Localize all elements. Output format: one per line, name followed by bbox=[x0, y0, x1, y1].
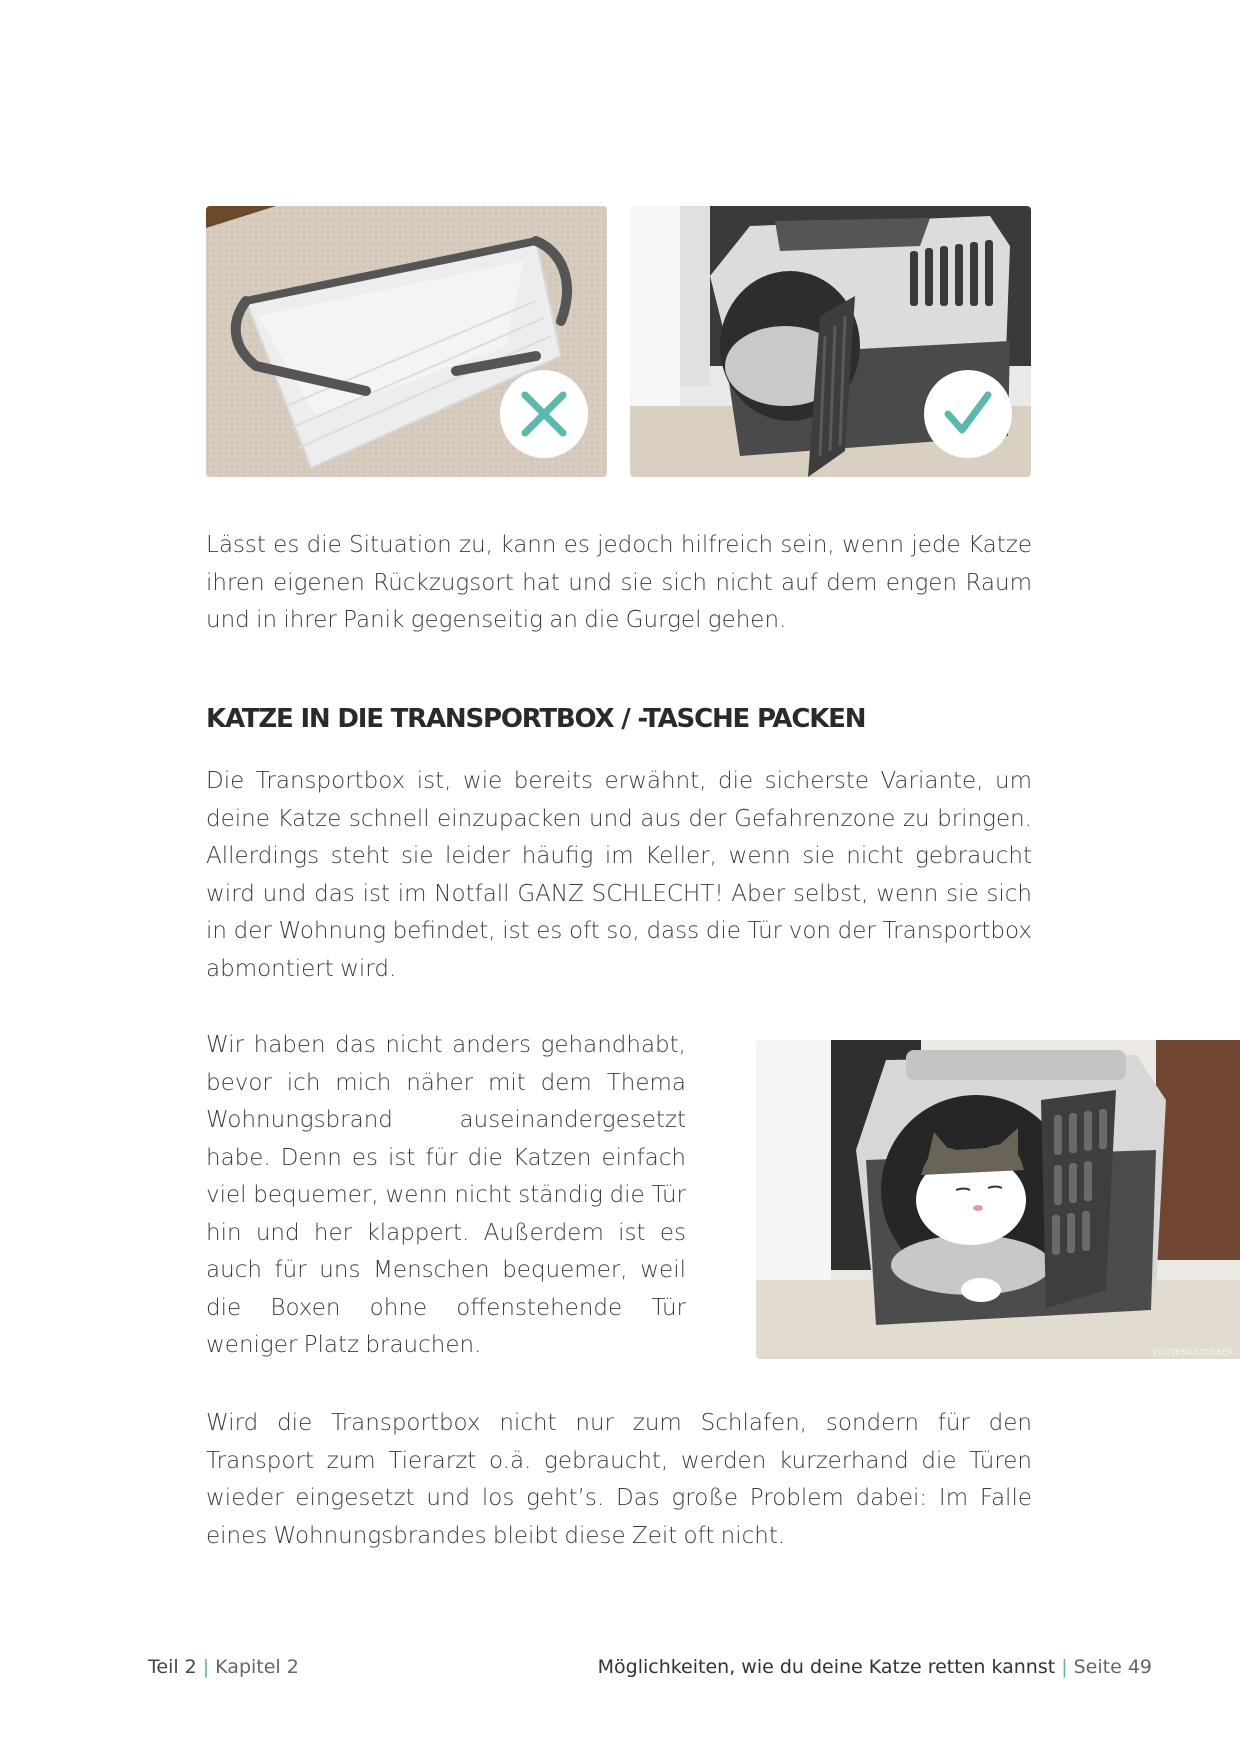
paragraph-situation: Lässt es die Situation zu, kann es jedoch hilfreich sein, wenn jede Katze ihren eigenen Rückzugsort hat und sie sich nicht auf dem engen Raum und in ihrer Panik gegenseitig an die Gurgel gehen. bbox=[206, 532, 1032, 633]
carrier-photo bbox=[630, 206, 1031, 477]
photo-watermark: PFOTENRATGEBER bbox=[1153, 1348, 1234, 1357]
checkmark-icon bbox=[630, 206, 1031, 477]
footer-separator: | bbox=[1061, 1656, 1068, 1678]
footer-left bbox=[148, 1656, 299, 1678]
footer-title: Möglichkeiten, wie du deine Katze retten kannst bbox=[597, 1656, 1056, 1678]
cross-icon bbox=[206, 206, 607, 477]
footer-part: Teil 2 bbox=[148, 1656, 197, 1678]
paragraph-habit: Wir haben das nicht anders gehandhabt, bevor ich mich näher mit dem Thema Wohnungsbrand auseinandergesetzt habe. Denn es ist für die Katzen einfach viel bequemer, wenn nicht ständig die Tür hin und her klappert. Außerdem ist es auch für uns Menschen bequemer, weil die Boxen ohne offenstehende Tür weniger Platz brauchen. bbox=[206, 1032, 686, 1358]
section-heading: KATZE IN DIE TRANSPORTBOX / -TASCHE PACKEN bbox=[206, 704, 866, 734]
cat-carrier-photo bbox=[756, 1040, 1240, 1359]
footer-page-number: Seite 49 bbox=[1073, 1656, 1152, 1678]
footer-chapter: Kapitel 2 bbox=[215, 1656, 299, 1678]
footer-right bbox=[598, 1656, 1152, 1678]
paragraph-transportbox: Die Transportbox ist, wie bereits erwähnt, die sicherste Variante, um deine Katze schnell einzupacken und aus der Gefahrenzone zu bringen. Allerdings steht sie leider häufig im Keller, wenn sie nicht gebraucht wird und das ist im Notfall GANZ SCHLECHT! Aber selbst, wenn sie sich in der Wohnung befindet, ist es oft so, dass die Tür von der Transportbox abmontiert wird. bbox=[206, 768, 1032, 982]
footer-separator: | bbox=[202, 1656, 210, 1678]
basin-photo bbox=[206, 206, 607, 477]
paragraph-tierarzt: Wird die Transportbox nicht nur zum Schlafen, sondern für den Transport zum Tierarzt o.ä. gebraucht, werden kurzerhand die Türen wieder eingesetzt und los geht’s. Das große Problem dabei: Im Falle eines Wohnungsbrandes bleibt diese Zeit oft nicht. bbox=[206, 1410, 1032, 1549]
